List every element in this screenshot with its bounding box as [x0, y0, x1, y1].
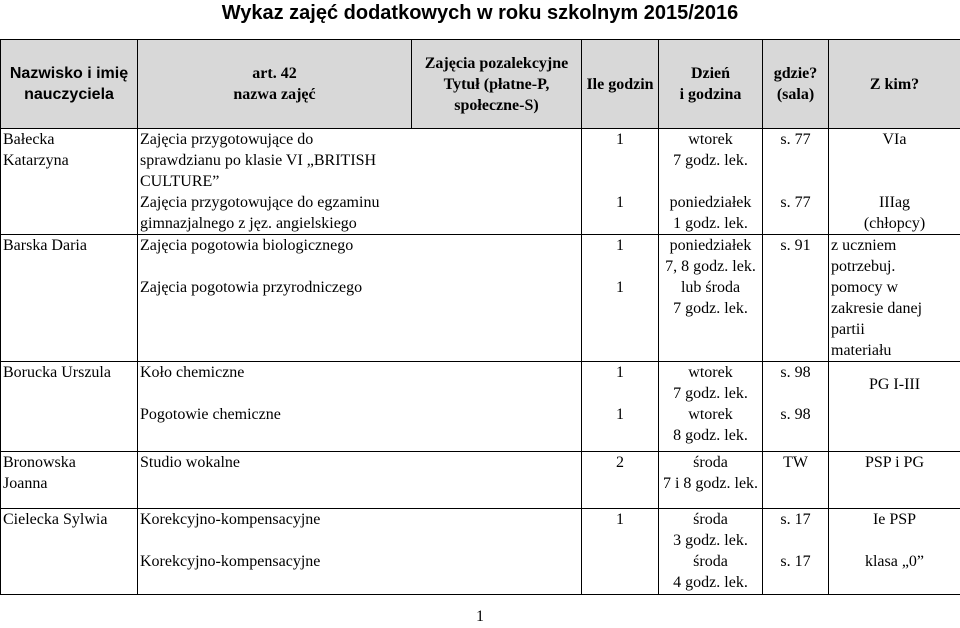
table-row	[1, 362, 960, 452]
header-row	[1, 40, 960, 129]
hours-cell: 1	[582, 509, 659, 595]
who-cell: PG I-III	[829, 362, 960, 452]
room-cell: TW	[763, 452, 829, 509]
who-cell: Ie PSP klasa „0”	[829, 509, 960, 595]
hours-cell: 1 1	[582, 235, 659, 362]
activity-cell: Zajęcia przygotowujące do sprawdzianu po klasie VI „BRITISH CULTURE” Zajęcia przygotowujące do egzaminu gimnazjalnego z jęz. angielskiego	[138, 129, 582, 235]
day-cell: wtorek 7 godz. lek. poniedziałek 1 godz. lek.	[659, 129, 763, 235]
header-art42: art. 42 nazwa zajęć	[138, 40, 412, 129]
activity-cell: Koło chemiczne Pogotowie chemiczne	[138, 362, 582, 452]
teacher-cell: Cielecka Sylwia	[1, 509, 138, 595]
who-cell: z uczniem potrzebuj. pomocy w zakresie danej partii materiału	[829, 235, 960, 362]
teacher-cell: Barska Daria	[1, 235, 138, 362]
activities-table	[0, 39, 960, 595]
activity-cell: Korekcyjno-kompensacyjne Korekcyjno-kompensacyjne	[138, 509, 582, 595]
room-cell: s. 98 s. 98	[763, 362, 829, 452]
who-cell: VIa IIIag (chłopcy)	[829, 129, 960, 235]
hours-cell: 1 1	[582, 362, 659, 452]
activity-cell: Zajęcia pogotowia biologicznego Zajęcia pogotowia przyrodniczego	[138, 235, 582, 362]
table-row	[1, 452, 960, 509]
room-cell: s. 91	[763, 235, 829, 362]
table-row	[1, 235, 960, 362]
teacher-cell: Bronowska Joanna	[1, 452, 138, 509]
table-row	[1, 509, 960, 595]
header-day-hour: Dzień i godzina	[659, 40, 763, 129]
day-cell: poniedziałek 7, 8 godz. lek. lub środa 7 godz. lek.	[659, 235, 763, 362]
teacher-cell: Bałecka Katarzyna	[1, 129, 138, 235]
room-cell: s. 17 s. 17	[763, 509, 829, 595]
hours-cell: 1 1	[582, 129, 659, 235]
header-with-whom: Z kim?	[829, 40, 960, 129]
day-cell: wtorek 7 godz. lek. wtorek 8 godz. lek.	[659, 362, 763, 452]
page-number: 1	[476, 608, 484, 625]
header-hours: Ile godzin	[582, 40, 659, 129]
document-title: Wykaz zajęć dodatkowych w roku szkolnym 2015/2016	[221, 2, 739, 24]
header-room: gdzie? (sala)	[763, 40, 829, 129]
activity-cell: Studio wokalne	[138, 452, 582, 509]
day-cell: środa 7 i 8 godz. lek.	[659, 452, 763, 509]
who-cell: PSP i PG	[829, 452, 960, 509]
table-row	[1, 129, 960, 235]
room-cell: s. 77 s. 77	[763, 129, 829, 235]
header-teacher: Nazwisko i imię nauczyciela	[1, 40, 138, 129]
header-activity-title: Zajęcia pozalekcyjne Tytuł (płatne-P, społeczne-S)	[412, 40, 582, 129]
day-cell: środa 3 godz. lek. środa 4 godz. lek.	[659, 509, 763, 595]
teacher-cell: Borucka Urszula	[1, 362, 138, 452]
hours-cell: 2	[582, 452, 659, 509]
